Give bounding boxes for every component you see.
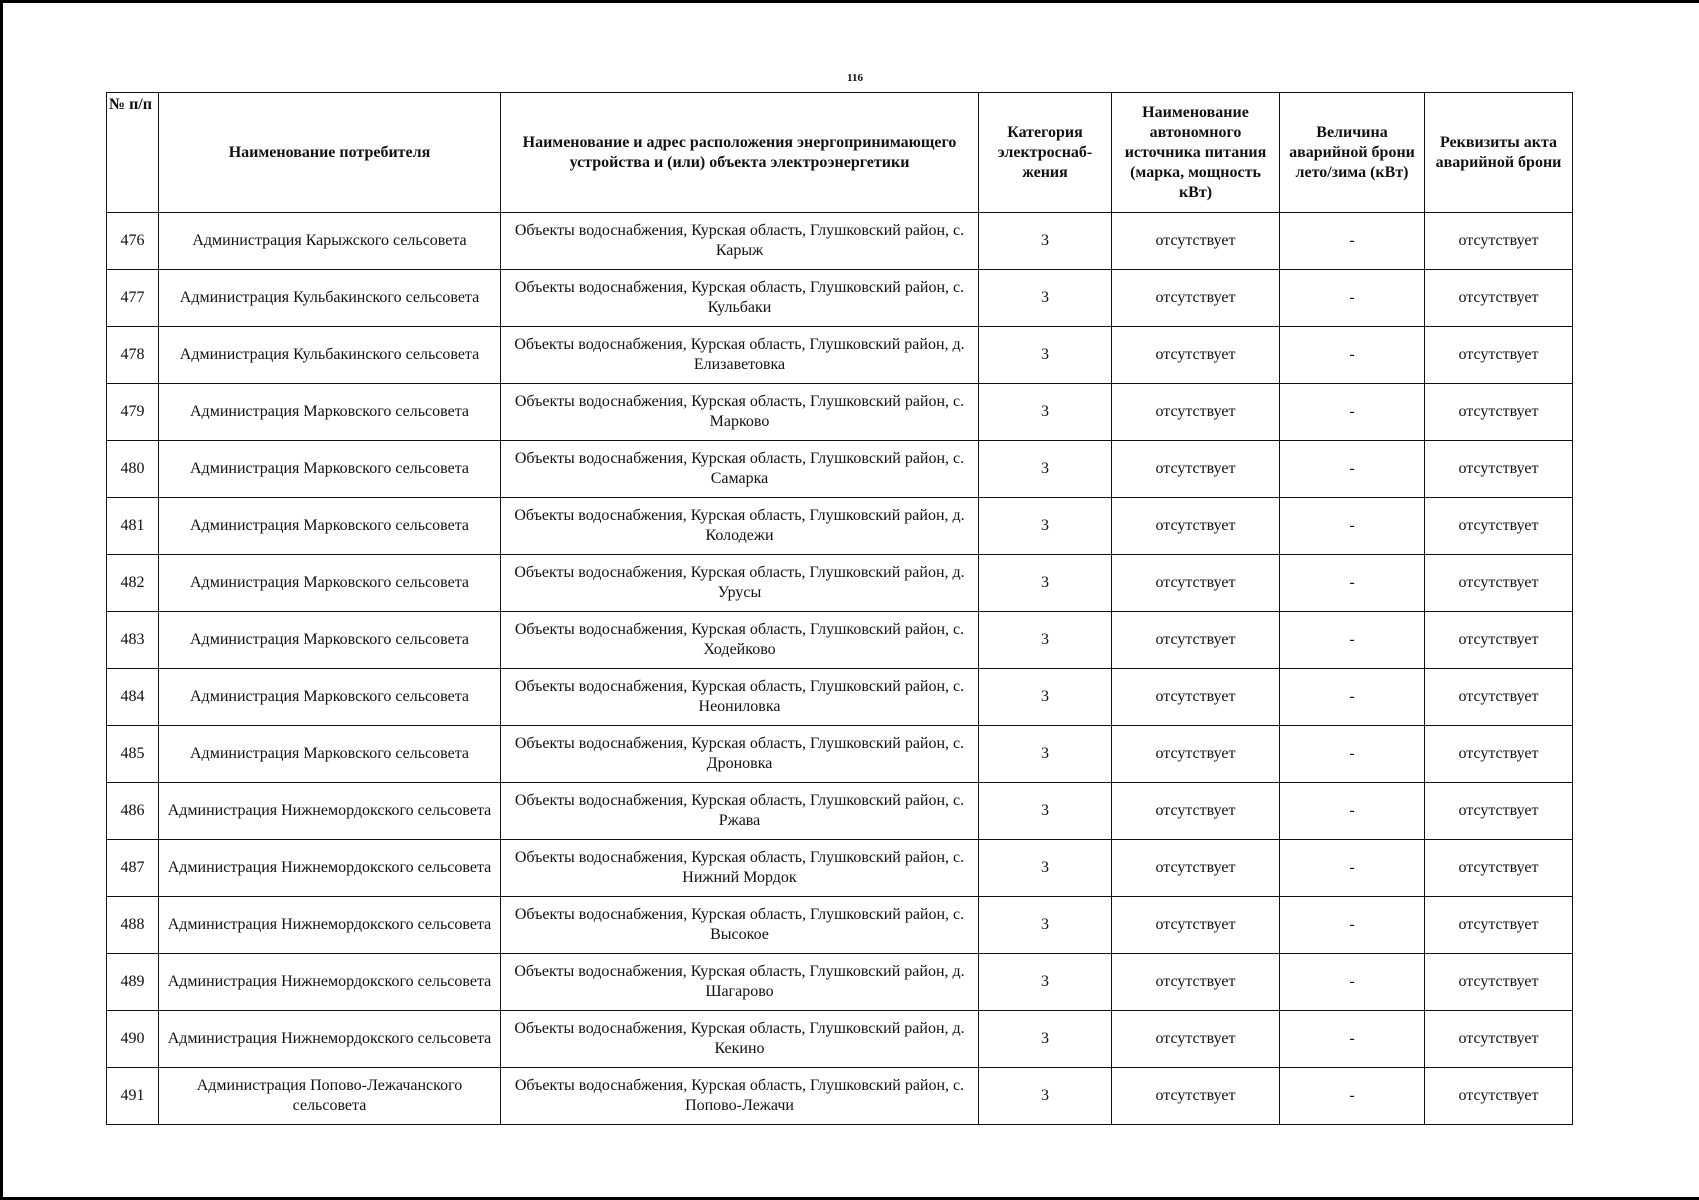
cell-consumer: Администрация Марковского сельсовета [159,726,501,783]
cell-consumer: Администрация Нижнемордокского сельсовета [159,783,501,840]
cell-object: Объекты водоснабжения, Курская область, Глушковский район, д. Кекино [501,1011,979,1068]
cell-num: 478 [107,327,159,384]
cell-object: Объекты водоснабжения, Курская область, Глушковский район, с. Марково [501,384,979,441]
cell-reserve: - [1280,384,1425,441]
table-body [107,213,1573,1125]
cell-object: Объекты водоснабжения, Курская область, Глушковский район, с. Карыж [501,213,979,270]
table-row [107,669,1573,726]
cell-reserve: - [1280,1011,1425,1068]
cell-object: Объекты водоснабжения, Курская область, Глушковский район, с. Нижний Мордок [501,840,979,897]
cell-act: отсутствует [1425,669,1573,726]
cell-source: отсутствует [1112,555,1280,612]
cell-consumer: Администрация Марковского сельсовета [159,498,501,555]
cell-object: Объекты водоснабжения, Курская область, Глушковский район, с. Попово-Лежачи [501,1068,979,1125]
table-row [107,783,1573,840]
cell-consumer: Администрация Марковского сельсовета [159,669,501,726]
cell-act: отсутствует [1425,1068,1573,1125]
header-num: № п/п [107,93,159,213]
cell-act: отсутствует [1425,1011,1573,1068]
cell-object: Объекты водоснабжения, Курская область, Глушковский район, с. Самарка [501,441,979,498]
cell-object: Объекты водоснабжения, Курская область, Глушковский район, с. Ходейково [501,612,979,669]
cell-reserve: - [1280,498,1425,555]
cell-reserve: - [1280,954,1425,1011]
cell-category: 3 [979,498,1112,555]
cell-num: 477 [107,270,159,327]
registry-table [106,92,1573,1125]
cell-category: 3 [979,783,1112,840]
cell-act: отсутствует [1425,897,1573,954]
cell-num: 476 [107,213,159,270]
cell-source: отсутствует [1112,1068,1280,1125]
cell-act: отсутствует [1425,498,1573,555]
cell-reserve: - [1280,783,1425,840]
cell-num: 482 [107,555,159,612]
cell-num: 480 [107,441,159,498]
cell-category: 3 [979,384,1112,441]
cell-act: отсутствует [1425,726,1573,783]
cell-source: отсутствует [1112,327,1280,384]
cell-consumer: Администрация Марковского сельсовета [159,555,501,612]
table-row [107,555,1573,612]
cell-consumer: Администрация Нижнемордокского сельсовета [159,840,501,897]
cell-object: Объекты водоснабжения, Курская область, Глушковский район, с. Дроновка [501,726,979,783]
cell-reserve: - [1280,1068,1425,1125]
cell-num: 491 [107,1068,159,1125]
table-row [107,441,1573,498]
cell-act: отсутствует [1425,441,1573,498]
cell-source: отсутствует [1112,1011,1280,1068]
cell-object: Объекты водоснабжения, Курская область, Глушковский район, д. Колодежи [501,498,979,555]
cell-consumer: Администрация Марковского сельсовета [159,384,501,441]
table-row [107,726,1573,783]
cell-category: 3 [979,726,1112,783]
page-number: 116 [847,72,863,84]
cell-num: 483 [107,612,159,669]
cell-category: 3 [979,897,1112,954]
cell-reserve: - [1280,213,1425,270]
table-row [107,327,1573,384]
cell-consumer: Администрация Кульбакинского сельсовета [159,327,501,384]
cell-act: отсутствует [1425,384,1573,441]
cell-source: отсутствует [1112,840,1280,897]
cell-consumer: Администрация Нижнемордокского сельсовета [159,954,501,1011]
table-row [107,612,1573,669]
cell-num: 481 [107,498,159,555]
cell-object: Объекты водоснабжения, Курская область, Глушковский район, с. Ржава [501,783,979,840]
cell-act: отсутствует [1425,840,1573,897]
header-row [107,93,1573,213]
cell-category: 3 [979,213,1112,270]
cell-category: 3 [979,555,1112,612]
cell-num: 487 [107,840,159,897]
cell-object: Объекты водоснабжения, Курская область, Глушковский район, с. Кульбаки [501,270,979,327]
scan-border-left [0,0,3,1200]
header-act: Реквизиты акта аварийной брони [1425,93,1573,213]
header-category: Категория электроснаб-жения [979,93,1112,213]
cell-source: отсутствует [1112,384,1280,441]
cell-category: 3 [979,840,1112,897]
table-row [107,498,1573,555]
cell-consumer: Администрация Марковского сельсовета [159,612,501,669]
cell-object: Объекты водоснабжения, Курская область, Глушковский район, д. Шагарово [501,954,979,1011]
cell-consumer: Администрация Нижнемордокского сельсовета [159,1011,501,1068]
cell-act: отсутствует [1425,270,1573,327]
cell-reserve: - [1280,726,1425,783]
cell-reserve: - [1280,441,1425,498]
cell-category: 3 [979,270,1112,327]
cell-num: 486 [107,783,159,840]
table-row [107,840,1573,897]
header-object: Наименование и адрес расположения энергопринимающего устройства и (или) объекта электроэнергетики [501,93,979,213]
cell-num: 489 [107,954,159,1011]
cell-num: 479 [107,384,159,441]
cell-reserve: - [1280,270,1425,327]
cell-num: 490 [107,1011,159,1068]
cell-source: отсутствует [1112,270,1280,327]
cell-reserve: - [1280,840,1425,897]
cell-reserve: - [1280,612,1425,669]
cell-reserve: - [1280,555,1425,612]
header-consumer: Наименование потребителя [159,93,501,213]
table-row [107,1011,1573,1068]
table-header [107,93,1573,213]
cell-source: отсутствует [1112,213,1280,270]
cell-consumer: Администрация Нижнемордокского сельсовета [159,897,501,954]
cell-category: 3 [979,954,1112,1011]
cell-num: 485 [107,726,159,783]
cell-source: отсутствует [1112,897,1280,954]
cell-source: отсутствует [1112,498,1280,555]
cell-object: Объекты водоснабжения, Курская область, Глушковский район, д. Урусы [501,555,979,612]
cell-object: Объекты водоснабжения, Курская область, Глушковский район, с. Неониловка [501,669,979,726]
cell-num: 484 [107,669,159,726]
table-row [107,270,1573,327]
table-row [107,897,1573,954]
cell-object: Объекты водоснабжения, Курская область, Глушковский район, д. Елизаветовка [501,327,979,384]
cell-act: отсутствует [1425,954,1573,1011]
cell-consumer: Администрация Карыжского сельсовета [159,213,501,270]
cell-act: отсутствует [1425,783,1573,840]
cell-category: 3 [979,327,1112,384]
cell-reserve: - [1280,897,1425,954]
cell-source: отсутствует [1112,612,1280,669]
table-row [107,1068,1573,1125]
cell-act: отсутствует [1425,327,1573,384]
scan-border-top [0,0,1699,3]
table-row [107,213,1573,270]
table-row [107,384,1573,441]
cell-consumer: Администрация Кульбакинского сельсовета [159,270,501,327]
cell-source: отсутствует [1112,441,1280,498]
cell-num: 488 [107,897,159,954]
cell-act: отсутствует [1425,612,1573,669]
cell-object: Объекты водоснабжения, Курская область, Глушковский район, с. Высокое [501,897,979,954]
cell-consumer: Администрация Попово-Лежачанского сельсовета [159,1068,501,1125]
cell-category: 3 [979,1068,1112,1125]
cell-source: отсутствует [1112,954,1280,1011]
cell-source: отсутствует [1112,726,1280,783]
header-reserve: Величина аварийной брони лето/зима (кВт) [1280,93,1425,213]
cell-act: отсутствует [1425,213,1573,270]
cell-category: 3 [979,669,1112,726]
header-source: Наименование автономного источника питания (марка, мощность кВт) [1112,93,1280,213]
cell-category: 3 [979,612,1112,669]
cell-category: 3 [979,441,1112,498]
cell-reserve: - [1280,669,1425,726]
cell-source: отсутствует [1112,783,1280,840]
cell-source: отсутствует [1112,669,1280,726]
cell-reserve: - [1280,327,1425,384]
cell-consumer: Администрация Марковского сельсовета [159,441,501,498]
table-row [107,954,1573,1011]
cell-act: отсутствует [1425,555,1573,612]
cell-category: 3 [979,1011,1112,1068]
